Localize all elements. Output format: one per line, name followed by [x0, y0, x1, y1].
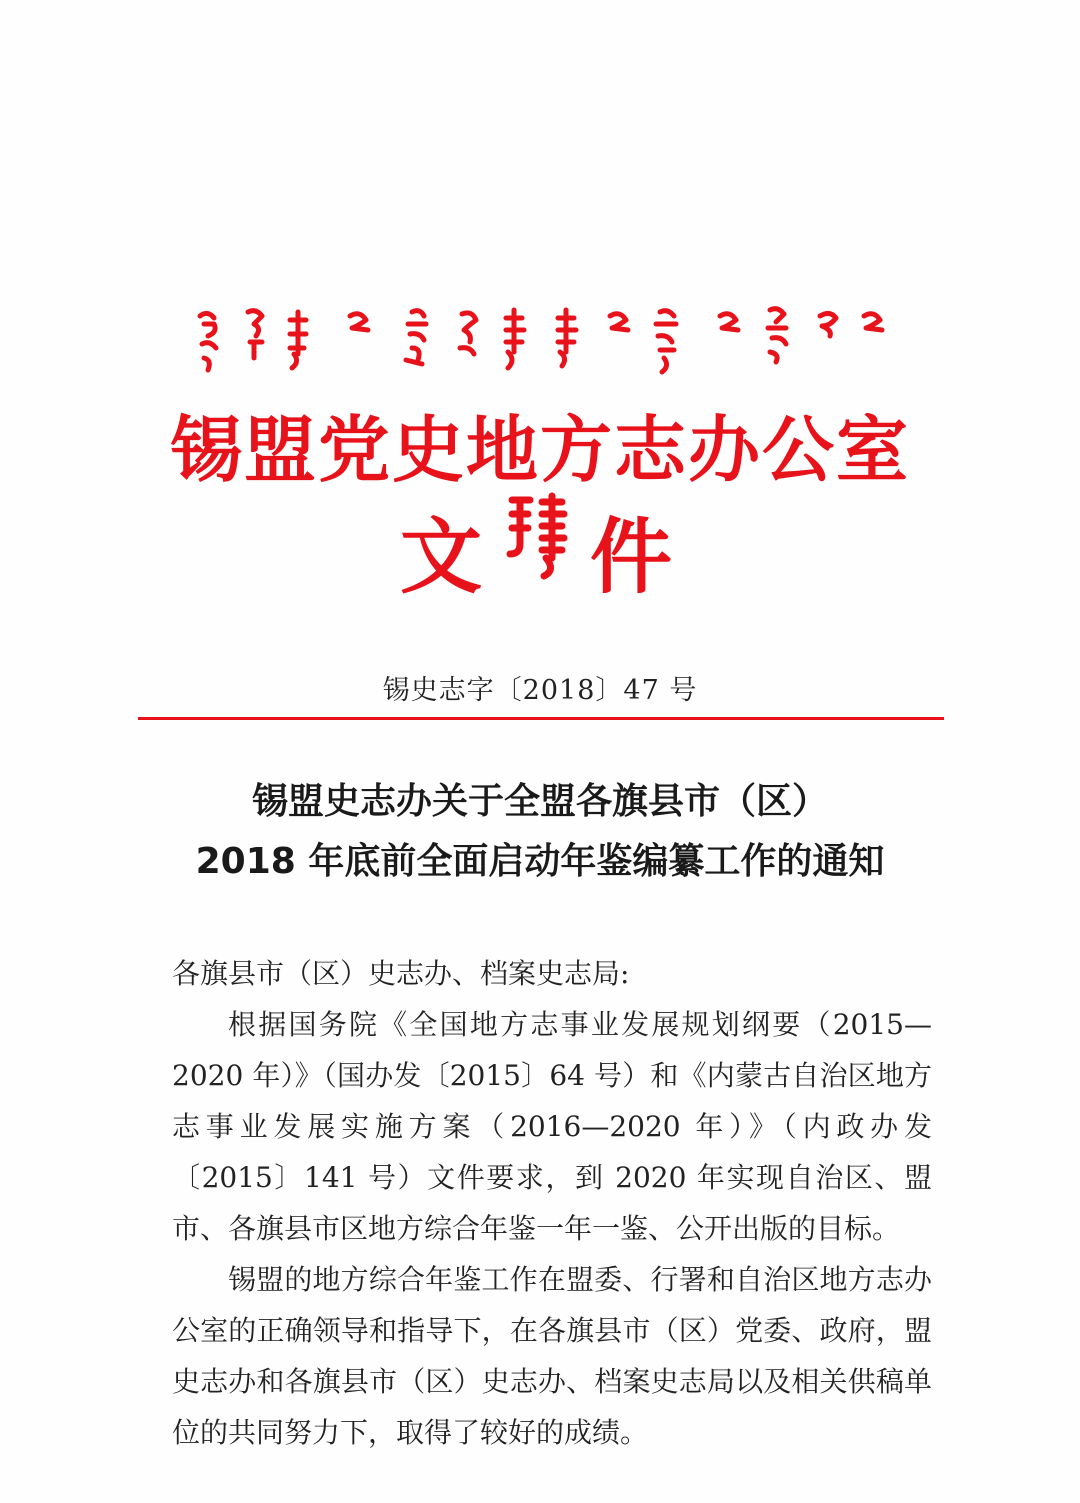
mongolian-document-word	[490, 492, 590, 582]
body-paragraph-1: 根据国务院《全国地方志事业发展规划纲要（2015—2020 年）》（国办发〔2015〕64 号）和《内蒙古自治区地方志事业发展实施方案（2016—2020 年）》（内政办发〔2015〕141 号）文件要求，到 2020 年实现自治区、盟市、各旗县市区地方综合年鉴一年一鉴、公开出版的目标。	[172, 1008, 932, 1245]
mongolian-script-graphic	[190, 302, 890, 382]
notice-body	[172, 948, 932, 1458]
document-char-jian: 件	[590, 510, 673, 605]
document-label	[390, 492, 710, 605]
issuing-organization-title: 锡盟党史地方志办公室	[170, 408, 911, 492]
notice-title-line-1: 锡盟史志办关于全盟各旗县市（区）	[251, 781, 828, 822]
body-paragraph-2: 锡盟的地方综合年鉴工作在盟委、行署和自治区地方志办公室的正确领导和指导下，在各旗县市（区）党委、政府，盟史志办和各旗县市（区）史志办、档案史志局以及相关供稿单位的共同努力下，取得了较好的成绩。	[172, 1263, 932, 1449]
document-number: 锡史志字〔2018〕47 号	[382, 675, 698, 706]
red-divider-line	[138, 717, 944, 720]
notice-title	[140, 772, 940, 892]
addressee-line: 各旗县市（区）史志办、档案史志局:	[172, 957, 630, 990]
document-char-wen: 文	[400, 510, 483, 605]
mongolian-script-heading	[190, 302, 890, 382]
notice-title-line-2: 2018 年底前全面启动年鉴编纂工作的通知	[195, 841, 885, 882]
